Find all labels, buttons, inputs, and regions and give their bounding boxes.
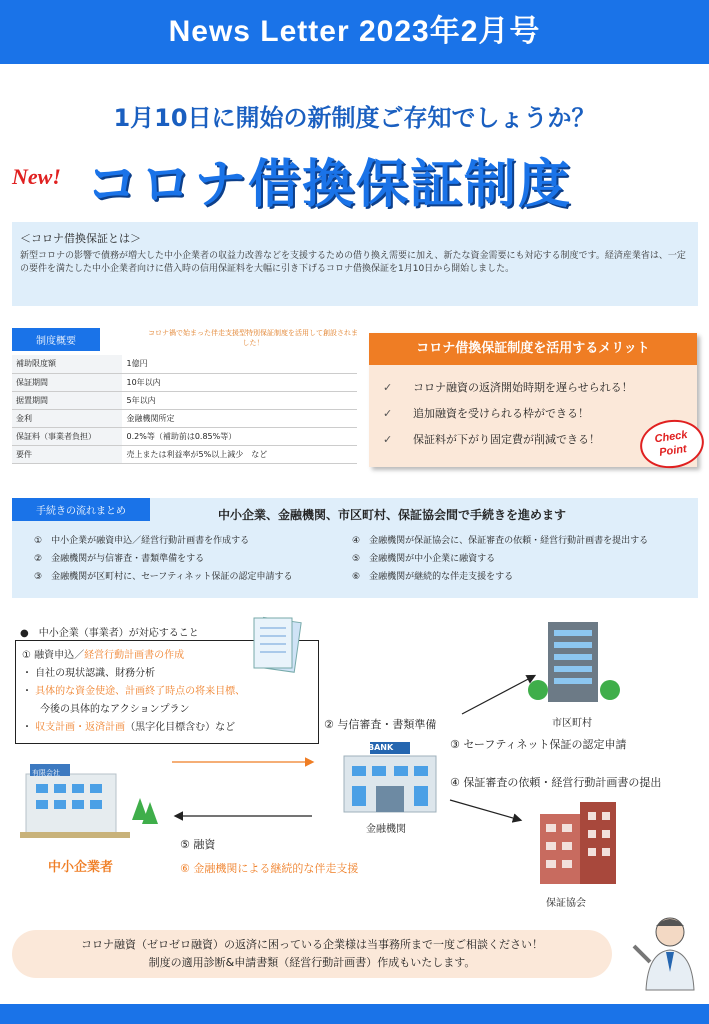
check-icon: ✓ <box>383 433 393 446</box>
consult-line1: コロナ融資（ゼロゼロ融資）の返済に困っている企業様は当事務所まで一度ご相談ください！ <box>81 938 543 951</box>
todo-line: ① 融資申込／経営行動計画書の作成 <box>22 650 185 661</box>
check-point-stamp: Check Point <box>637 416 707 472</box>
consultant-person-icon <box>630 912 700 992</box>
merit-item: ✓ 保証料が下がり固定費が削減できる！ <box>383 427 683 453</box>
todo-line: ・ 収支計画・返済計画（黒字化目標含む）など <box>22 722 236 733</box>
check-icon: ✓ <box>383 381 393 394</box>
row-key: 保証期間 <box>12 373 122 391</box>
flow-tab: 手続きの流れまとめ <box>12 498 150 521</box>
row-key: 保証料（事業者負担） <box>12 427 122 445</box>
association-label: 保証協会 <box>546 898 586 909</box>
new-badge: New! <box>12 164 61 189</box>
step2-label: ② 与信審査・書類準備 <box>324 718 437 731</box>
row-value: 5年以内 <box>122 391 357 409</box>
consult-banner <box>12 930 612 978</box>
row-key: 補助限度額 <box>12 355 122 373</box>
flow-step: ⑤ 金融機関が中小企業に融資する <box>352 554 496 564</box>
merit-item: ✓ 追加融資を受けられる枠ができる！ <box>383 401 683 427</box>
overview-tab: 制度概要 <box>12 328 100 351</box>
bank-label: 金融機関 <box>366 824 406 835</box>
merit-item: ✓ コロナ融資の返済開始時期を遅らせられる！ <box>383 375 683 401</box>
todo-line: ・ 具体的な資金使途、計画終了時点の将来目標、 <box>22 686 246 697</box>
flow-step: ③ 金融機関が区町村に、セーフティネット保証の認定申請する <box>34 572 293 582</box>
step5-label: ⑤ 融資 <box>180 838 216 851</box>
step6-label: ⑥ 金融機関による継続的な伴走支援 <box>180 862 359 875</box>
step3-label: ③ セーフティネット保証の認定申請 <box>450 738 627 751</box>
row-value: 金融機関所定 <box>122 409 357 427</box>
sme-label: 中小企業者 <box>48 860 114 875</box>
row-key: 金利 <box>12 409 122 427</box>
intro-heading: ＜コロナ借換保証とは＞ <box>20 232 141 245</box>
consult-line2: 制度の適用診断&申請書類（経営行動計画書）作成もいたします。 <box>148 956 476 969</box>
row-value: 1億円 <box>122 355 357 373</box>
newsletter-header: News Letter 2023年2月号 <box>0 0 709 64</box>
row-key: 要件 <box>12 445 122 463</box>
row-value: 0.2%等（補助前は0.85%等） <box>122 427 357 445</box>
overview-note: コロナ禍で始まった伴走支援型特別保証制度を活用して創設されました！ <box>148 329 358 347</box>
merit-title: コロナ借換保証制度を活用するメリット <box>369 333 697 365</box>
row-value: 10年以内 <box>122 373 357 391</box>
hero-title: コロナ借換保証制度 <box>86 155 573 215</box>
intro-body: 新型コロナの影響で債務が増大した中小企業者の収益力改善などを支援するための借り換え需要に加え、新たな資金需要にも対応する制度です。経済産業省は、一定の要件を満たした中小企業者向けに借入時の信用保証料を大幅に引き下げるコロナ借換保証を1月10日から開始しました。 <box>20 251 686 274</box>
row-key: 据置期間 <box>12 391 122 409</box>
step4-label: ④ 保証審査の依頼・経営行動計画書の提出 <box>450 776 662 789</box>
city-label: 市区町村 <box>552 718 592 729</box>
footer-bar <box>0 1004 709 1024</box>
check-icon: ✓ <box>383 407 393 420</box>
sme-sign: 有限会社 <box>32 769 60 777</box>
row-value: 売上または利益率が5%以上減少 など <box>122 445 357 463</box>
flow-step: ④ 金融機関が保証協会に、保証審査の依頼・経営行動計画書を提出する <box>352 536 649 546</box>
todo-line: ・ 自社の現状認識、財務分析 <box>22 668 156 679</box>
hero-subtitle: 1月10日に開始の新制度ご存知でしょうか？ <box>113 104 596 132</box>
todo-header: ● 中小企業（事業者）が対応すること <box>20 628 199 639</box>
flow-heading: 中小企業、金融機関、市区町村、保証協会間で手続きを進めます <box>218 508 567 522</box>
flow-step: ① 中小企業が融資申込／経営行動計画書を作成する <box>34 536 250 546</box>
flow-step: ② 金融機関が与信審査・書類準備をする <box>34 554 205 564</box>
todo-line: 今後の具体的なアクションプラン <box>40 704 190 715</box>
bank-sign: BANK <box>368 743 394 752</box>
flow-step: ⑥ 金融機関が継続的な伴走支援をする <box>352 572 514 582</box>
